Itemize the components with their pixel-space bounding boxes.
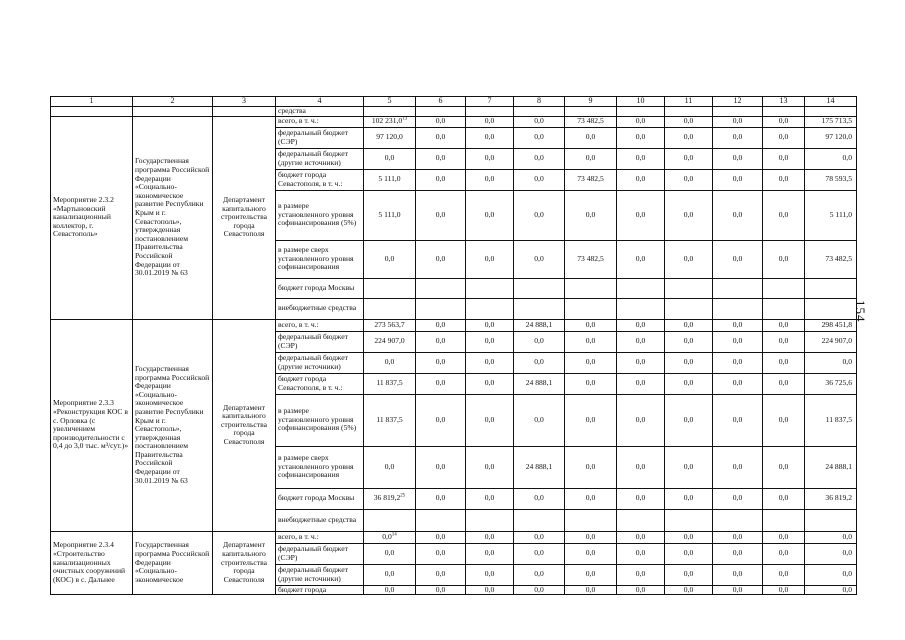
value-col-5: [364, 564, 416, 585]
value-col-11: 0,0: [665, 331, 713, 352]
value-col-10: 0,0: [617, 331, 665, 352]
value-col-9: 0,0: [565, 127, 617, 148]
footnote-ref: 14: [391, 532, 397, 538]
value-col-9: 0,0: [565, 148, 617, 169]
value-col-9: 0,0: [565, 319, 617, 331]
value-col-6: 0,0: [416, 116, 466, 127]
funding-source: федеральный бюджет (СЭР): [276, 331, 364, 352]
value-col-7: 0,0: [466, 564, 514, 585]
value-col-14: 5 111,0: [805, 190, 857, 240]
funding-source: бюджет города Севастополя, в т. ч.:: [276, 373, 364, 394]
value-col-13: 0,0: [763, 240, 805, 278]
funding-source: в размере сверх установленного уровня софинансирования: [276, 446, 364, 488]
value-col-7: [466, 278, 514, 298]
value-col-13: 0,0: [763, 373, 805, 394]
value-col-13: 0,0: [763, 543, 805, 564]
funding-source: внебюджетные средства: [276, 298, 364, 319]
budget-table: [50, 96, 857, 595]
value-col-9: [565, 278, 617, 298]
value-col-12: 0,0: [713, 240, 763, 278]
value-col-9: [565, 509, 617, 531]
value-col-5: [364, 190, 416, 240]
empty-cell: [713, 107, 763, 117]
value-main: 0,0: [384, 461, 395, 471]
empty-cell: [466, 107, 514, 117]
value-col-6: 0,0: [416, 564, 466, 585]
value-col-8: 0,0: [514, 564, 565, 585]
value-col-6: 0,0: [416, 169, 466, 190]
value-main: 0,0: [384, 585, 395, 594]
value-main: 273 563,7: [374, 319, 405, 329]
value-col-12: [713, 509, 763, 531]
value-col-8: 0,0: [514, 531, 565, 543]
value-col-10: 0,0: [617, 488, 665, 509]
value-main: 0,0: [384, 548, 395, 558]
value-col-14: 0,0: [805, 585, 857, 595]
value-col-14: 36 819,2: [805, 488, 857, 509]
value-col-11: 0,0: [665, 446, 713, 488]
empty-cell: [665, 107, 713, 117]
value-col-6: 0,0: [416, 148, 466, 169]
value-col-9: 0,0: [565, 352, 617, 373]
column-header-row: [51, 97, 857, 107]
value-main: 102 231,0: [371, 116, 403, 126]
value-col-8: 24 888,1: [514, 373, 565, 394]
value-col-6: 0,0: [416, 543, 466, 564]
value-col-14: [805, 509, 857, 531]
value-col-13: 0,0: [763, 564, 805, 585]
value-col-10: 0,0: [617, 446, 665, 488]
value-col-13: 0,0: [763, 319, 805, 331]
value-col-5: [364, 543, 416, 564]
value-col-14: 0,0: [805, 531, 857, 543]
value-col-5: [364, 331, 416, 352]
value-col-6: 0,0: [416, 531, 466, 543]
value-col-6: 0,0: [416, 240, 466, 278]
value-col-12: 0,0: [713, 564, 763, 585]
value-col-6: 0,0: [416, 127, 466, 148]
value-col-11: 0,0: [665, 564, 713, 585]
empty-cell: [763, 107, 805, 117]
value-col-9: 0,0: [565, 446, 617, 488]
value-col-8: 0,0: [514, 240, 565, 278]
value-col-10: 0,0: [617, 352, 665, 373]
funding-source: бюджет города Москвы: [276, 278, 364, 298]
value-col-13: 0,0: [763, 488, 805, 509]
value-col-7: 0,0: [466, 488, 514, 509]
value-col-13: 0,0: [763, 148, 805, 169]
program-reference: Государственная программа Российской Федерации «Социально-экономическое развитие Республики Крым и г. Севастополь», утвержденная постановлением Правительства Российской Федерации от 30.01.2019 № 63: [133, 319, 213, 531]
empty-cell: [565, 107, 617, 117]
value-col-10: 0,0: [617, 373, 665, 394]
value-col-14: 36 725,6: [805, 373, 857, 394]
column-header: 13: [763, 97, 805, 107]
value-col-12: 0,0: [713, 127, 763, 148]
value-col-9: 0,0: [565, 488, 617, 509]
funding-source: всего, в т. ч.:: [276, 116, 364, 127]
value-col-11: 0,0: [665, 531, 713, 543]
program-reference: Государственная программа Российской Федерации «Социально-экономическое развитие Республики Крым и г. Севастополь», утвержденная постановлением Правительства Российской Федерации от 30.01.2019 № 63: [133, 116, 213, 319]
value-col-13: [763, 298, 805, 319]
program-reference: Государственная программа Российской Федерации «Социально-экономическое: [133, 531, 213, 595]
value-col-13: 0,0: [763, 190, 805, 240]
value-main: 0,0: [384, 253, 395, 263]
table-row: [51, 531, 857, 543]
empty-cell: [133, 107, 213, 117]
value-col-7: 0,0: [466, 531, 514, 543]
value-col-8: [514, 298, 565, 319]
value-col-14: 224 907,0: [805, 331, 857, 352]
value-main: 224 907,0: [374, 336, 405, 346]
column-header: 9: [565, 97, 617, 107]
value-col-14: [805, 298, 857, 319]
value-col-5: [364, 278, 416, 298]
value-col-5: [364, 148, 416, 169]
value-col-11: 0,0: [665, 190, 713, 240]
value-col-12: [713, 298, 763, 319]
value-main: 11 837,5: [376, 378, 403, 388]
value-col-13: 0,0: [763, 169, 805, 190]
value-col-9: 0,0: [565, 394, 617, 446]
value-col-14: 0,0: [805, 543, 857, 564]
value-col-8: 0,0: [514, 148, 565, 169]
value-col-11: 0,0: [665, 116, 713, 127]
value-col-7: 0,0: [466, 116, 514, 127]
empty-cell: [364, 107, 416, 117]
funding-source: бюджет города Севастополя, в т. ч.:: [276, 169, 364, 190]
empty-cell: [416, 107, 466, 117]
funding-source: в размере сверх установленного уровня софинансирования: [276, 240, 364, 278]
value-col-9: [565, 298, 617, 319]
value-col-12: 0,0: [713, 446, 763, 488]
column-header: 10: [617, 97, 665, 107]
value-col-8: 0,0: [514, 488, 565, 509]
value-col-11: 0,0: [665, 585, 713, 595]
value-col-9: 0,0: [565, 190, 617, 240]
value-col-14: 0,0: [805, 352, 857, 373]
value-main: 36 819,2: [373, 493, 401, 503]
funding-source: всего, в т. ч.:: [276, 319, 364, 331]
value-col-7: [466, 509, 514, 531]
value-col-7: 0,0: [466, 446, 514, 488]
value-main: 5 111,0: [378, 209, 401, 219]
value-col-10: [617, 509, 665, 531]
value-col-5: [364, 373, 416, 394]
value-col-6: 0,0: [416, 190, 466, 240]
value-col-13: 0,0: [763, 331, 805, 352]
value-col-10: 0,0: [617, 531, 665, 543]
funding-source: федеральный бюджет (СЭР): [276, 127, 364, 148]
value-col-13: 0,0: [763, 531, 805, 543]
value-col-8: 0,0: [514, 352, 565, 373]
value-col-11: [665, 278, 713, 298]
value-col-13: 0,0: [763, 446, 805, 488]
value-col-13: 0,0: [763, 352, 805, 373]
value-col-8: 0,0: [514, 543, 565, 564]
value-col-6: 0,0: [416, 394, 466, 446]
value-col-6: [416, 298, 466, 319]
value-col-12: 0,0: [713, 116, 763, 127]
value-col-14: [805, 278, 857, 298]
value-col-14: 175 713,5: [805, 116, 857, 127]
value-col-8: [514, 509, 565, 531]
value-col-11: [665, 298, 713, 319]
executor-name: Департамент капитального строительства города Севастополя: [213, 531, 276, 595]
value-col-6: 0,0: [416, 352, 466, 373]
value-col-11: 0,0: [665, 240, 713, 278]
empty-cell: [805, 107, 857, 117]
funding-source: бюджет города: [276, 585, 364, 595]
value-col-10: 0,0: [617, 319, 665, 331]
value-col-12: 0,0: [713, 169, 763, 190]
value-col-5: [364, 394, 416, 446]
value-col-11: [665, 509, 713, 531]
column-header: 4: [276, 97, 364, 107]
value-col-5: [364, 240, 416, 278]
value-col-10: 0,0: [617, 190, 665, 240]
value-col-8: [514, 278, 565, 298]
value-main: 0,0: [384, 569, 395, 579]
value-col-7: 0,0: [466, 352, 514, 373]
value-col-14: 11 837,5: [805, 394, 857, 446]
value-col-13: [763, 509, 805, 531]
funding-source: федеральный бюджет (другие источники): [276, 564, 364, 585]
value-col-9: 0,0: [565, 543, 617, 564]
value-col-12: 0,0: [713, 148, 763, 169]
value-col-6: [416, 509, 466, 531]
value-col-8: 0,0: [514, 116, 565, 127]
value-col-12: 0,0: [713, 531, 763, 543]
value-col-13: 0,0: [763, 585, 805, 595]
value-col-7: 0,0: [466, 543, 514, 564]
value-col-8: 0,0: [514, 585, 565, 595]
value-col-14: 97 120,0: [805, 127, 857, 148]
column-header: 6: [416, 97, 466, 107]
value-col-8: 0,0: [514, 394, 565, 446]
value-main: 0,0: [384, 153, 395, 163]
value-col-9: 0,0: [565, 531, 617, 543]
value-col-14: 78 593,5: [805, 169, 857, 190]
value-col-5: [364, 446, 416, 488]
column-header: 14: [805, 97, 857, 107]
value-col-7: 0,0: [466, 190, 514, 240]
value-col-5: [364, 585, 416, 595]
value-col-8: 0,0: [514, 169, 565, 190]
value-col-13: 0,0: [763, 127, 805, 148]
value-col-10: 0,0: [617, 585, 665, 595]
empty-cell: [51, 107, 133, 117]
value-main: 97 120,0: [376, 132, 403, 142]
executor-name: Департамент капитального строительства города Севастополя: [213, 116, 276, 319]
value-col-12: [713, 278, 763, 298]
page-number: 154: [853, 300, 868, 323]
value-col-9: 0,0: [565, 373, 617, 394]
value-col-14: 298 451,8: [805, 319, 857, 331]
value-col-5: [364, 531, 416, 543]
column-header: 7: [466, 97, 514, 107]
value-col-8: 24 888,1: [514, 319, 565, 331]
footnote-ref: 13: [402, 116, 408, 122]
funding-source: в размере установленного уровня софинансирования (5%): [276, 190, 364, 240]
funding-source: федеральный бюджет (СЭР): [276, 543, 364, 564]
measure-name: Мероприятие 2.3.2 «Мартыновский канализационный коллектор, г. Севастополь»: [51, 116, 133, 319]
value-col-9: 0,0: [565, 331, 617, 352]
value-col-9: 0,0: [565, 564, 617, 585]
funding-source: бюджет города Москвы: [276, 488, 364, 509]
funding-source: в размере установленного уровня софинансирования (5%): [276, 394, 364, 446]
value-col-12: 0,0: [713, 352, 763, 373]
measure-name: Мероприятие 2.3.4 «Строительство канализационных очистных сооружений (КОС) в с. Дальнее: [51, 531, 133, 595]
value-col-11: 0,0: [665, 543, 713, 564]
value-col-5: [364, 298, 416, 319]
value-col-10: [617, 298, 665, 319]
value-col-6: 0,0: [416, 331, 466, 352]
empty-cell: [213, 107, 276, 117]
carry-over-row: [51, 107, 857, 117]
value-main: 11 837,5: [376, 414, 403, 424]
value-col-12: 0,0: [713, 394, 763, 446]
value-col-10: 0,0: [617, 169, 665, 190]
column-header: 8: [514, 97, 565, 107]
value-col-14: 0,0: [805, 564, 857, 585]
value-col-10: 0,0: [617, 564, 665, 585]
value-col-11: 0,0: [665, 373, 713, 394]
value-col-10: 0,0: [617, 240, 665, 278]
value-col-5: [364, 488, 416, 509]
value-col-10: 0,0: [617, 127, 665, 148]
value-col-10: 0,0: [617, 148, 665, 169]
value-col-14: 73 482,5: [805, 240, 857, 278]
value-col-10: 0,0: [617, 116, 665, 127]
value-col-13: 0,0: [763, 394, 805, 446]
table-row: [51, 319, 857, 331]
value-col-12: 0,0: [713, 190, 763, 240]
value-col-5: [364, 127, 416, 148]
value-col-11: 0,0: [665, 127, 713, 148]
value-col-12: 0,0: [713, 319, 763, 331]
value-col-11: 0,0: [665, 319, 713, 331]
value-col-10: [617, 278, 665, 298]
measure-name: Мероприятие 2.3.3 «Реконструкция КОС в с. Орловка (с увеличением производительности с 0,4 до 3,0 тыс. м³/сут.)»: [51, 319, 133, 531]
value-col-6: [416, 278, 466, 298]
funding-source: внебюджетные средства: [276, 509, 364, 531]
value-col-8: 0,0: [514, 331, 565, 352]
value-col-7: [466, 298, 514, 319]
empty-cell: [617, 107, 665, 117]
source-label: средства: [276, 107, 364, 117]
value-col-5: [364, 352, 416, 373]
value-col-12: 0,0: [713, 585, 763, 595]
value-col-12: 0,0: [713, 543, 763, 564]
footnote-ref: 25: [400, 493, 406, 499]
column-header: 3: [213, 97, 276, 107]
value-col-12: 0,0: [713, 488, 763, 509]
value-col-7: 0,0: [466, 240, 514, 278]
value-col-5: [364, 169, 416, 190]
value-main: 0,0: [384, 357, 395, 367]
funding-source: всего, в т. ч.:: [276, 531, 364, 543]
value-col-10: 0,0: [617, 394, 665, 446]
value-col-6: 0,0: [416, 488, 466, 509]
value-col-14: 24 888,1: [805, 446, 857, 488]
value-col-7: 0,0: [466, 331, 514, 352]
value-col-9: 73 482,5: [565, 169, 617, 190]
value-main: 5 111,0: [378, 174, 401, 184]
value-col-11: 0,0: [665, 352, 713, 373]
value-col-6: 0,0: [416, 585, 466, 595]
value-col-7: 0,0: [466, 394, 514, 446]
value-col-11: 0,0: [665, 169, 713, 190]
value-col-11: 0,0: [665, 394, 713, 446]
value-col-7: 0,0: [466, 373, 514, 394]
value-col-11: 0,0: [665, 488, 713, 509]
column-header: 5: [364, 97, 416, 107]
value-col-6: 0,0: [416, 446, 466, 488]
value-col-9: 73 482,5: [565, 116, 617, 127]
value-col-10: 0,0: [617, 543, 665, 564]
value-main: 0,0: [382, 531, 392, 541]
value-col-12: 0,0: [713, 331, 763, 352]
value-col-7: 0,0: [466, 148, 514, 169]
value-col-5: [364, 116, 416, 127]
executor-name: Департамент капитального строительства города Севастополя: [213, 319, 276, 531]
value-col-8: 0,0: [514, 127, 565, 148]
value-col-5: [364, 509, 416, 531]
value-col-9: 0,0: [565, 585, 617, 595]
value-col-9: 73 482,5: [565, 240, 617, 278]
table-row: [51, 116, 857, 127]
value-col-13: 0,0: [763, 116, 805, 127]
value-col-7: 0,0: [466, 169, 514, 190]
value-col-8: 0,0: [514, 190, 565, 240]
column-header: 12: [713, 97, 763, 107]
value-col-6: 0,0: [416, 319, 466, 331]
value-col-7: 0,0: [466, 585, 514, 595]
value-col-14: 0,0: [805, 148, 857, 169]
value-col-7: 0,0: [466, 127, 514, 148]
value-col-6: 0,0: [416, 373, 466, 394]
column-header: 1: [51, 97, 133, 107]
funding-source: федеральный бюджет (другие источники): [276, 352, 364, 373]
value-col-11: 0,0: [665, 148, 713, 169]
value-col-5: [364, 319, 416, 331]
column-header: 11: [665, 97, 713, 107]
column-header: 2: [133, 97, 213, 107]
funding-source: федеральный бюджет (другие источники): [276, 148, 364, 169]
value-col-7: 0,0: [466, 319, 514, 331]
value-col-13: [763, 278, 805, 298]
empty-cell: [514, 107, 565, 117]
value-col-12: 0,0: [713, 373, 763, 394]
value-col-8: 24 888,1: [514, 446, 565, 488]
